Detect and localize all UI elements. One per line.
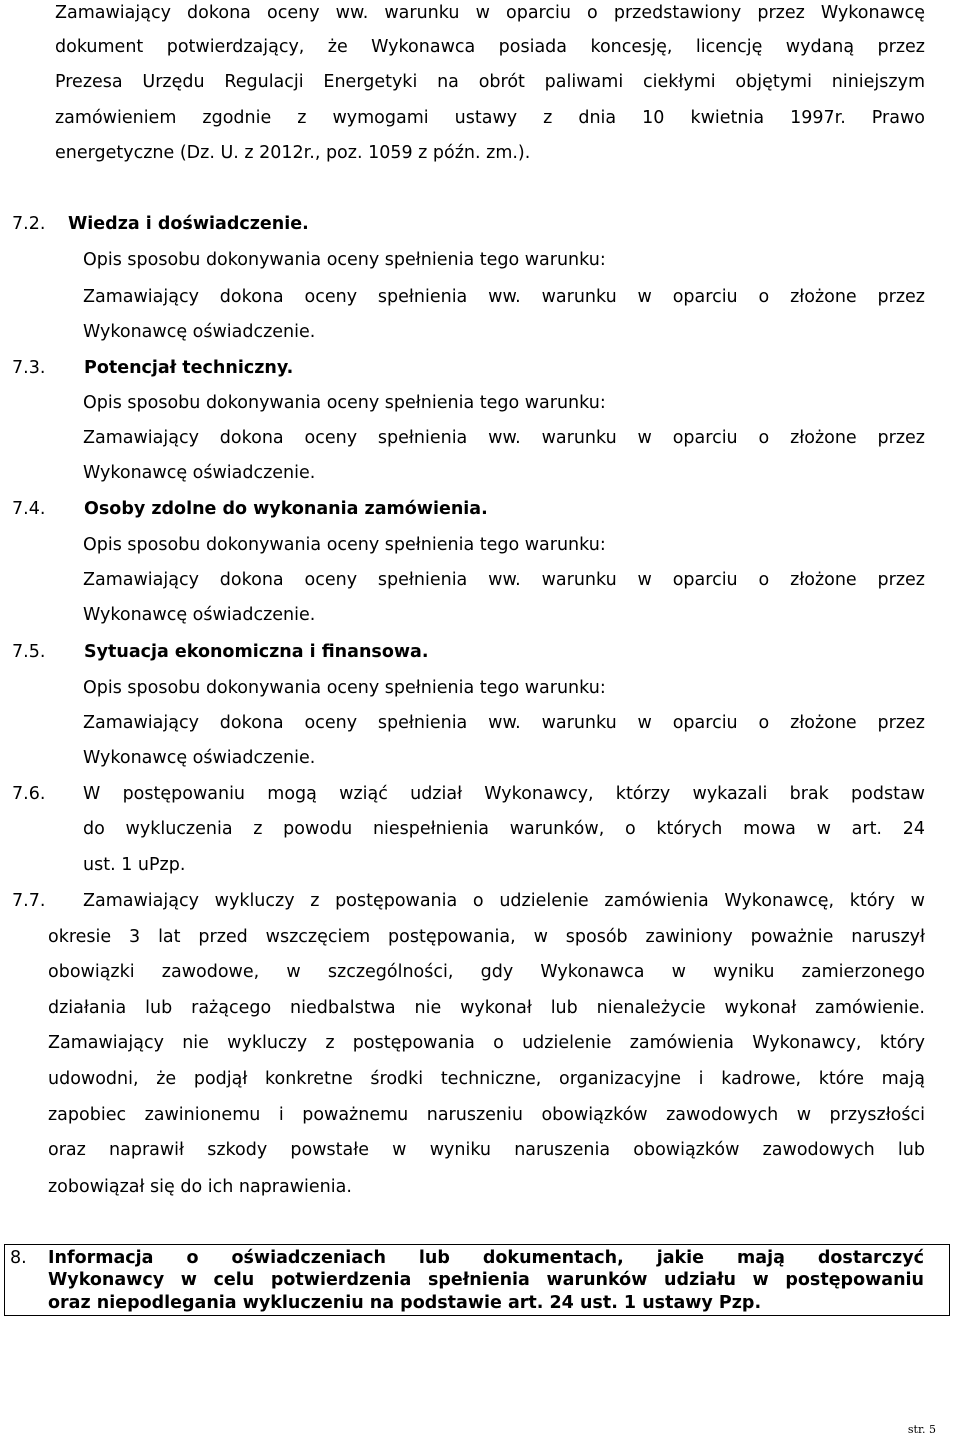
- intro-line-3: Prezesa Urzędu Regulacji Energetyki na obrót paliwami ciekłymi objętymi niniejszym: [55, 72, 925, 92]
- section-7-3-number: 7.3.: [12, 358, 46, 378]
- section-7-6-line-3: ust. 1 uPzp.: [83, 855, 186, 875]
- section-8-number: 8.: [10, 1248, 27, 1268]
- intro-line-2: dokument potwierdzający, że Wykonawca posiada koncesję, licencję wydaną przez: [55, 37, 925, 57]
- section-7-2-title: Wiedza i doświadczenie.: [68, 214, 309, 234]
- section-7-5-number: 7.5.: [12, 642, 46, 662]
- section-7-2-assess-end: Wykonawcę oświadczenie.: [83, 322, 316, 342]
- section-8-line-2: Wykonawcy w celu potwierdzenia spełnienia warunków udziału w postępowaniu: [48, 1270, 924, 1290]
- section-7-2-assess: Zamawiający dokona oceny spełnienia ww. warunku w oparciu o złożone przez: [83, 287, 925, 307]
- section-7-7-line-4: działania lub rażącego niedbalstwa nie wykonał lub nienależycie wykonał zamówienie.: [48, 998, 925, 1018]
- section-7-7-line-9: zobowiązał się do ich naprawienia.: [48, 1177, 352, 1197]
- section-7-3-title: Potencjał techniczny.: [84, 358, 294, 378]
- section-7-5-assess-end: Wykonawcę oświadczenie.: [83, 748, 316, 768]
- section-7-6-number: 7.6.: [12, 784, 46, 804]
- section-7-5-assess: Zamawiający dokona oceny spełnienia ww. warunku w oparciu o złożone przez: [83, 713, 925, 733]
- section-7-3-assess: Zamawiający dokona oceny spełnienia ww. warunku w oparciu o złożone przez: [83, 428, 925, 448]
- section-7-7-line-5: Zamawiający nie wykluczy z postępowania o udzielenie zamówienia Wykonawcy, który: [48, 1033, 925, 1053]
- section-7-2-number: 7.2.: [12, 214, 46, 234]
- page-number: str. 5: [907, 1423, 936, 1436]
- section-7-4-opis: Opis sposobu dokonywania oceny spełnienia tego warunku:: [83, 535, 606, 555]
- section-7-5-opis: Opis sposobu dokonywania oceny spełnienia tego warunku:: [83, 678, 606, 698]
- section-7-3-assess-end: Wykonawcę oświadczenie.: [83, 463, 316, 483]
- section-7-7-line-8: oraz naprawił szkody powstałe w wyniku naruszenia obowiązków zawodowych lub: [48, 1140, 925, 1160]
- section-7-4-title: Osoby zdolne do wykonania zamówienia.: [84, 499, 488, 519]
- section-8-line-3: oraz niepodlegania wykluczeniu na podstawie art. 24 ust. 1 ustawy Pzp.: [48, 1293, 762, 1313]
- section-7-7-line-2: okresie 3 lat przed wszczęciem postępowania, w sposób zawiniony poważnie naruszył: [48, 927, 925, 947]
- intro-line-4: zamówieniem zgodnie z wymogami ustawy z dnia 10 kwietnia 1997r. Prawo: [55, 108, 925, 128]
- section-7-4-number: 7.4.: [12, 499, 46, 519]
- section-7-7-line-1: Zamawiający wykluczy z postępowania o udzielenie zamówienia Wykonawcę, który w: [83, 891, 925, 911]
- section-7-4-assess-end: Wykonawcę oświadczenie.: [83, 605, 316, 625]
- intro-line-5: energetyczne (Dz. U. z 2012r., poz. 1059 z późn. zm.).: [55, 143, 531, 163]
- intro-line-1: Zamawiający dokona oceny ww. warunku w oparciu o przedstawiony przez Wykonawcę: [55, 3, 925, 23]
- section-7-3-opis: Opis sposobu dokonywania oceny spełnienia tego warunku:: [83, 393, 606, 413]
- section-7-4-assess: Zamawiający dokona oceny spełnienia ww. warunku w oparciu o złożone przez: [83, 570, 925, 590]
- section-7-2-opis: Opis sposobu dokonywania oceny spełnienia tego warunku:: [83, 250, 606, 270]
- section-7-7-line-7: zapobiec zawinionemu i poważnemu naruszeniu obowiązków zawodowych w przyszłości: [48, 1105, 925, 1125]
- section-7-7-line-6: udowodni, że podjął konkretne środki techniczne, organizacyjne i kadrowe, które mają: [48, 1069, 925, 1089]
- section-7-6-line-1: W postępowaniu mogą wziąć udział Wykonawcy, którzy wykazali brak podstaw: [83, 784, 925, 804]
- section-8-line-1: Informacja o oświadczeniach lub dokumentach, jakie mają dostarczyć: [48, 1248, 924, 1268]
- section-7-7-number: 7.7.: [12, 891, 46, 911]
- section-7-6-line-2: do wykluczenia z powodu niespełnienia warunków, o których mowa w art. 24: [83, 819, 925, 839]
- section-7-5-title: Sytuacja ekonomiczna i finansowa.: [84, 642, 429, 662]
- section-7-7-line-3: obowiązki zawodowe, w szczególności, gdy Wykonawca w wyniku zamierzonego: [48, 962, 925, 982]
